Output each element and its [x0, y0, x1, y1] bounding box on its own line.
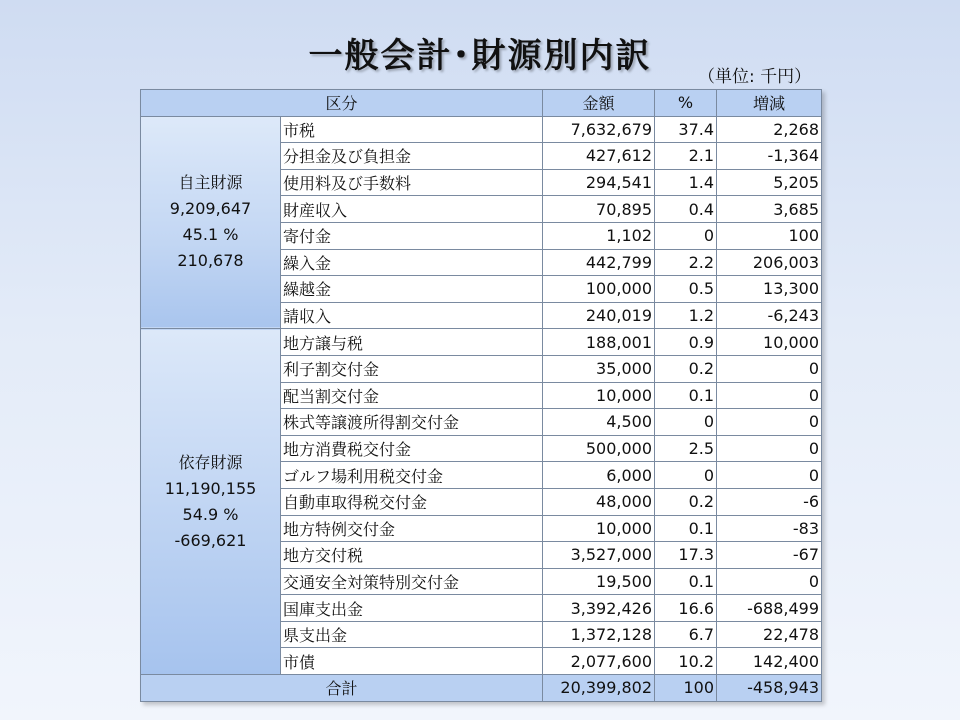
row-name: 地方特例交付金	[281, 515, 543, 542]
row-amount: 4,500	[543, 409, 655, 436]
row-name: 配当割交付金	[281, 382, 543, 409]
row-name: 使用料及び手数料	[281, 169, 543, 196]
row-name: 分担金及び負担金	[281, 143, 543, 170]
row-amount: 3,527,000	[543, 542, 655, 569]
row-change: 206,003	[717, 249, 822, 276]
row-amount: 240,019	[543, 302, 655, 329]
row-name: 寄付金	[281, 222, 543, 249]
row-change: 13,300	[717, 276, 822, 303]
row-percent: 0.4	[655, 196, 717, 223]
group-total: 11,190,155	[164, 478, 257, 498]
row-percent: 0	[655, 409, 717, 436]
row-change: 142,400	[717, 648, 822, 675]
row-change: 100	[717, 222, 822, 249]
row-amount: 294,541	[543, 169, 655, 196]
table-row	[141, 116, 822, 143]
row-amount: 19,500	[543, 568, 655, 595]
row-change: -1,364	[717, 143, 822, 170]
row-change: 3,685	[717, 196, 822, 223]
total-amount: 20,399,802	[543, 675, 655, 702]
row-amount: 500,000	[543, 435, 655, 462]
row-amount: 1,372,128	[543, 621, 655, 648]
group-percent: 45.1 %	[182, 225, 239, 245]
row-change: 0	[717, 382, 822, 409]
row-percent: 0	[655, 222, 717, 249]
row-name: 県支出金	[281, 621, 543, 648]
row-percent: 1.4	[655, 169, 717, 196]
total-change: -458,943	[717, 675, 822, 702]
row-amount: 10,000	[543, 515, 655, 542]
row-amount: 10,000	[543, 382, 655, 409]
row-change: 0	[717, 355, 822, 382]
row-name: 請収入	[281, 302, 543, 329]
row-percent: 16.6	[655, 595, 717, 622]
row-amount: 2,077,600	[543, 648, 655, 675]
row-change: 10,000	[717, 329, 822, 356]
row-change: 2,268	[717, 116, 822, 143]
row-amount: 1,102	[543, 222, 655, 249]
row-percent: 0.1	[655, 382, 717, 409]
group-change: 210,678	[177, 251, 244, 271]
row-change: -6	[717, 488, 822, 515]
row-percent: 2.2	[655, 249, 717, 276]
row-name: 市債	[281, 648, 543, 675]
row-name: 市税	[281, 116, 543, 143]
unit-label: （単位: 千円）	[698, 67, 812, 87]
row-change: 0	[717, 568, 822, 595]
row-name: 自動車取得税交付金	[281, 488, 543, 515]
row-amount: 100,000	[543, 276, 655, 303]
header-row	[141, 90, 822, 117]
row-amount: 427,612	[543, 143, 655, 170]
group-name: 依存財源	[178, 452, 243, 472]
row-name: ゴルフ場利用税交付金	[281, 462, 543, 489]
row-amount: 442,799	[543, 249, 655, 276]
row-percent: 0	[655, 462, 717, 489]
group-summary-cell	[141, 116, 281, 329]
group-name: 自主財源	[178, 173, 243, 193]
row-percent: 6.7	[655, 621, 717, 648]
row-name: 繰入金	[281, 249, 543, 276]
header-percent: %	[655, 90, 717, 117]
row-amount: 7,632,679	[543, 116, 655, 143]
row-name: 地方交付税	[281, 542, 543, 569]
row-change: 0	[717, 462, 822, 489]
row-percent: 1.2	[655, 302, 717, 329]
row-percent: 0.1	[655, 515, 717, 542]
group-percent: 54.9 %	[182, 504, 239, 524]
row-percent: 0.9	[655, 329, 717, 356]
row-amount: 3,392,426	[543, 595, 655, 622]
row-name: 交通安全対策特別交付金	[281, 568, 543, 595]
row-change: 0	[717, 435, 822, 462]
row-percent: 0.2	[655, 355, 717, 382]
row-name: 繰越金	[281, 276, 543, 303]
row-percent: 2.5	[655, 435, 717, 462]
row-name: 地方消費税交付金	[281, 435, 543, 462]
total-row	[141, 675, 822, 702]
row-change: -67	[717, 542, 822, 569]
row-amount: 35,000	[543, 355, 655, 382]
row-change: -6,243	[717, 302, 822, 329]
row-name: 株式等譲渡所得割交付金	[281, 409, 543, 436]
row-percent: 2.1	[655, 143, 717, 170]
group-summary-cell	[141, 329, 281, 675]
row-change: 0	[717, 409, 822, 436]
row-percent: 37.4	[655, 116, 717, 143]
row-percent: 0.1	[655, 568, 717, 595]
row-name: 地方譲与税	[281, 329, 543, 356]
row-percent: 17.3	[655, 542, 717, 569]
row-change: -83	[717, 515, 822, 542]
table-row	[141, 329, 822, 356]
revenue-table	[140, 89, 822, 702]
total-label: 合計	[141, 675, 543, 702]
row-amount: 6,000	[543, 462, 655, 489]
row-change: 5,205	[717, 169, 822, 196]
row-name: 財産収入	[281, 196, 543, 223]
row-percent: 0.5	[655, 276, 717, 303]
header-amount: 金額	[543, 90, 655, 117]
header-change: 増減	[717, 90, 822, 117]
row-change: 22,478	[717, 621, 822, 648]
page-title: 一般会計･財源別内訳	[308, 36, 652, 76]
row-amount: 70,895	[543, 196, 655, 223]
group-total: 9,209,647	[169, 199, 252, 219]
row-percent: 0.2	[655, 488, 717, 515]
row-amount: 48,000	[543, 488, 655, 515]
row-amount: 188,001	[543, 329, 655, 356]
row-name: 国庫支出金	[281, 595, 543, 622]
row-name: 利子割交付金	[281, 355, 543, 382]
row-percent: 10.2	[655, 648, 717, 675]
row-change: -688,499	[717, 595, 822, 622]
total-percent: 100	[655, 675, 717, 702]
header-category: 区分	[141, 90, 543, 117]
group-change: -669,621	[174, 530, 247, 550]
